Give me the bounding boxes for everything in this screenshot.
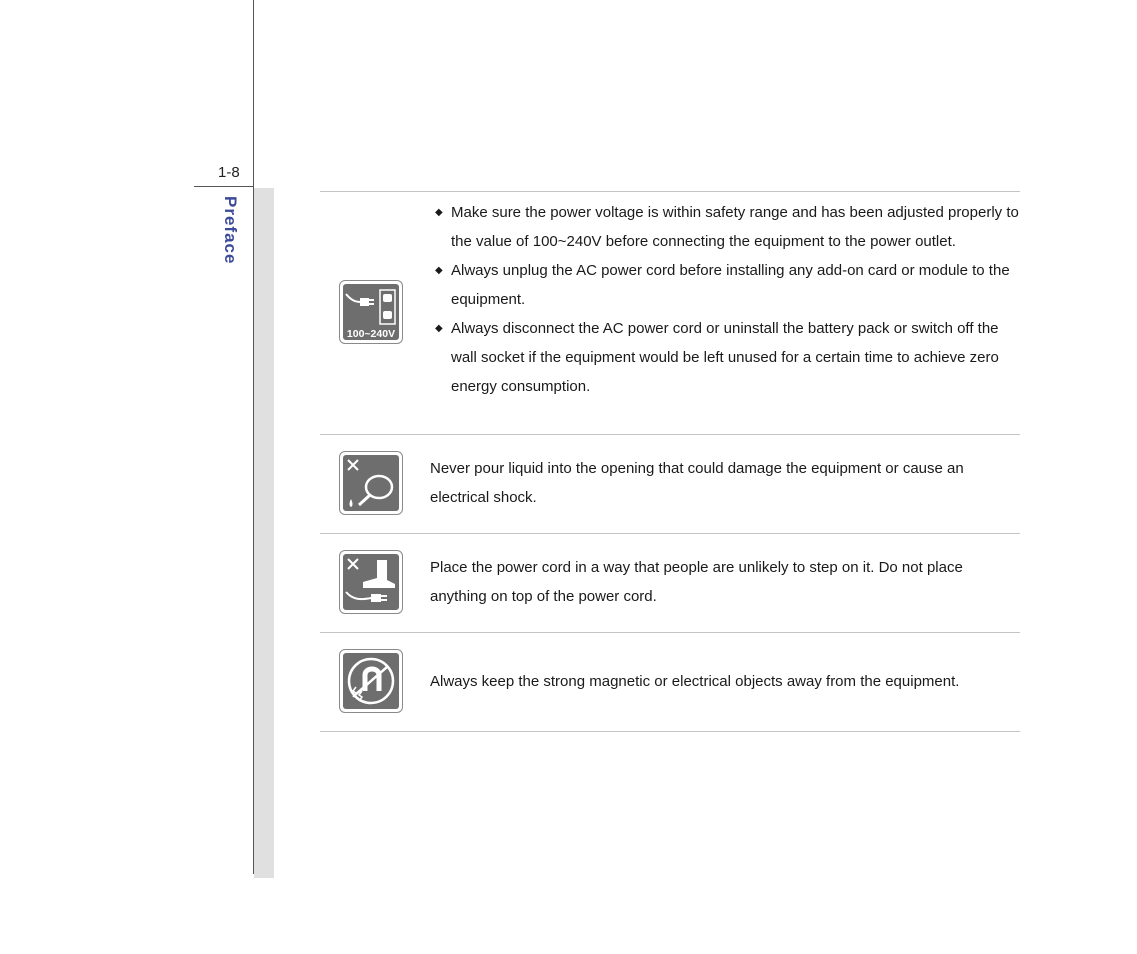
safety-row-liquid [320,434,1020,533]
magnetic-warning-text: Always keep the strong magnetic or electrical objects away from the equipment. [430,673,960,690]
safety-instructions [320,191,1020,732]
bullet-icon: ◆ [435,207,443,218]
power-voltage-icon [339,280,403,344]
bullet-text: Always unplug the AC power cord before installing any add-on card or module to the equipment. [451,262,1010,308]
side-band [254,188,274,878]
power-instructions [430,198,1020,401]
list-item [430,198,1020,256]
safety-row-power [320,191,1020,434]
voltage-label: 100~240V [346,328,396,340]
page-number: 1-8 [218,164,240,181]
safety-row-cord [320,533,1020,632]
bullet-icon: ◆ [435,265,443,276]
bullet-text: Make sure the power voltage is within safety range and has been adjusted properly to the value of 100~240V before connecting the equipment to the power outlet. [451,204,1019,250]
margin-divider-horizontal [194,186,254,187]
bullet-text: Always disconnect the AC power cord or uninstall the battery pack or switch off the wall socket if the equipment would be left unused for a certain time to achieve zero energy consumption. [451,320,999,395]
list-item [430,314,1020,401]
no-step-on-cord-icon [339,550,403,614]
no-liquid-icon [339,451,403,515]
liquid-warning-text: Never pour liquid into the opening that could damage the equipment or cause an electrical shock. [430,460,964,506]
bullet-icon: ◆ [435,323,443,334]
cord-warning-text: Place the power cord in a way that people are unlikely to step on it. Do not place anything on top of the power cord. [430,559,963,605]
list-item [430,256,1020,314]
section-label: Preface [221,196,240,265]
no-magnetic-objects-icon [339,649,403,713]
safety-row-magnetic [320,632,1020,732]
